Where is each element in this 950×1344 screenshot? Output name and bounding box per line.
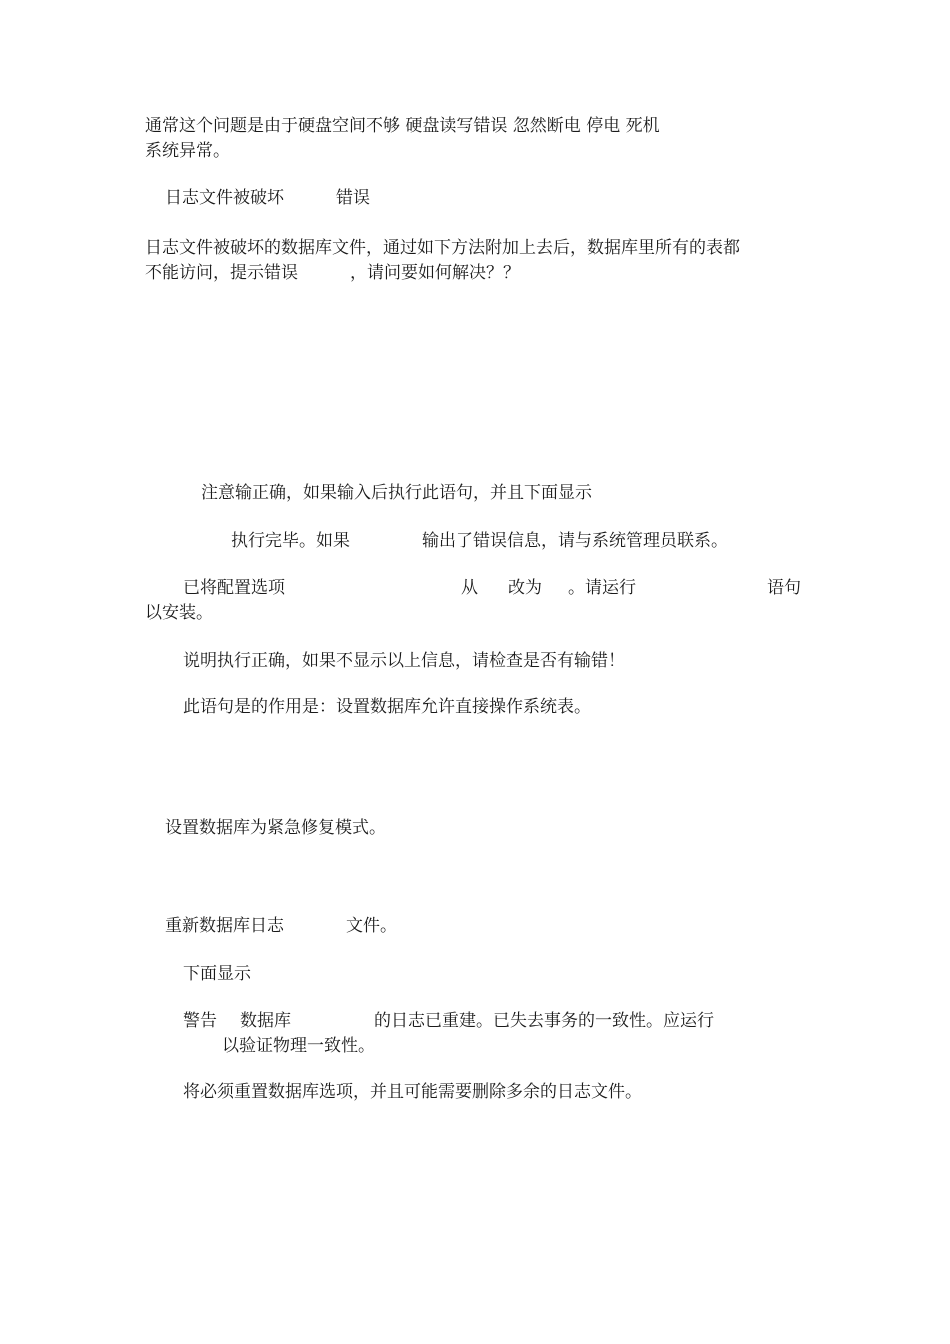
emergency-mode: 设置数据库为紧急修复模式。	[165, 818, 386, 838]
warning-b: 数据库	[240, 1011, 291, 1031]
explain-correct: 说明执行正确，如果不显示以上信息，请检查是否有输错！	[183, 651, 625, 671]
paragraph-cause-line2: 系统异常。	[145, 141, 230, 161]
paragraph-question-line2a: 不能访问，提示错误	[145, 263, 298, 283]
heading-error: 错误	[336, 188, 370, 208]
reset-options: 将必须重置数据库选项，并且可能需要删除多余的日志文件。	[183, 1082, 642, 1102]
note-input-correct: 注意输正确，如果输入后执行此语句，并且下面显示	[201, 483, 592, 503]
below-shows: 下面显示	[183, 964, 251, 984]
config-line2: 以安装。	[145, 603, 213, 623]
config-e: 语句	[767, 578, 801, 598]
config-d: 。请运行	[568, 578, 636, 598]
statement-purpose: 此语句是的作用是：设置数据库允许直接操作系统表。	[183, 697, 591, 717]
exec-complete-a: 执行完毕。如果	[231, 531, 350, 551]
paragraph-question-line1: 日志文件被破坏的数据库文件，通过如下方法附加上去后，数据库里所有的表都	[145, 238, 740, 258]
config-c: 改为	[508, 578, 542, 598]
paragraph-cause-line1: 通常这个问题是由于硬盘空间不够 硬盘读写错误 忽然断电 停电 死机	[145, 116, 660, 136]
heading-log-corrupt: 日志文件被破坏	[165, 188, 284, 208]
config-b: 从	[461, 578, 478, 598]
rebuild-log-a: 重新数据库日志	[165, 916, 284, 936]
warning-c: 的日志已重建。已失去事务的一致性。应运行	[374, 1011, 714, 1031]
warning-a: 警告	[183, 1011, 217, 1031]
warning-line2: 以验证物理一致性。	[222, 1036, 375, 1056]
exec-complete-b: 输出了错误信息，请与系统管理员联系。	[422, 531, 728, 551]
rebuild-log-b: 文件。	[346, 916, 397, 936]
config-a: 已将配置选项	[183, 578, 285, 598]
paragraph-question-line2b: ，请问要如何解决？？	[350, 263, 520, 283]
